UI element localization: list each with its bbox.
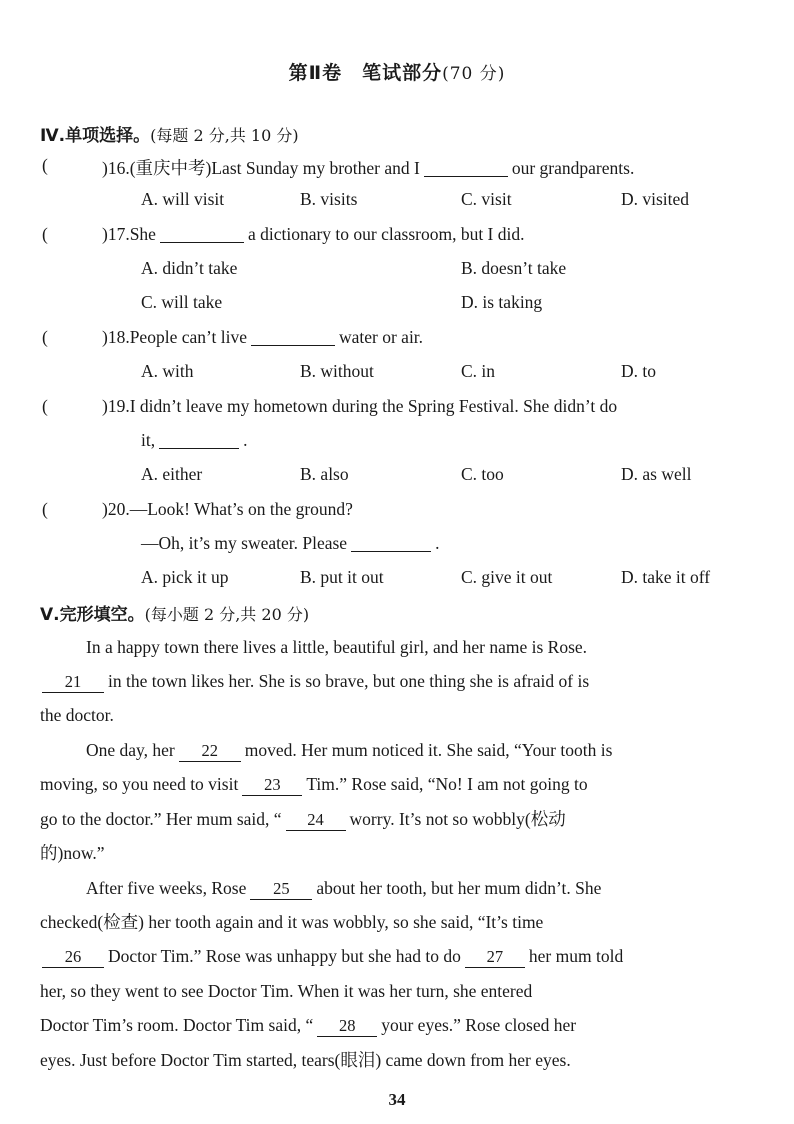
option-c: C. visit xyxy=(461,189,512,209)
stem-text: I didn’t leave my hometown during the Spring Festival. She didn’t do xyxy=(129,396,618,416)
passage-text: her mum told xyxy=(528,946,624,966)
passage-line xyxy=(40,1014,576,1037)
stem-text: People can’t live xyxy=(129,327,247,347)
cloze-blank-26[interactable]: 26 xyxy=(42,947,104,968)
question-number: )16. xyxy=(102,158,130,178)
passage-line: 的)now.” xyxy=(40,843,105,863)
cloze-blank-23[interactable]: 23 xyxy=(242,775,302,796)
page-title xyxy=(0,58,794,85)
question-19-stem-line2 xyxy=(141,430,247,451)
answer-paren: ( xyxy=(42,396,48,416)
option-b: B. also xyxy=(300,464,349,484)
page-number: 34 xyxy=(388,1090,406,1109)
option-b: B. put it out xyxy=(300,567,384,587)
option-b: B. doesn’t take xyxy=(461,258,567,278)
cloze-blank-24[interactable]: 24 xyxy=(286,810,346,831)
option-a: A. pick it up xyxy=(141,567,229,587)
title-points: (70 分) xyxy=(442,64,506,84)
passage-text: Doctor Tim’s room. Doctor Tim said, “ xyxy=(40,1015,314,1035)
answer-blank[interactable] xyxy=(424,158,508,177)
passage-text: moving, so you need to visit xyxy=(40,774,239,794)
answer-blank[interactable] xyxy=(351,533,431,552)
passage-text: After five weeks, Rose xyxy=(86,878,247,898)
option-a: A. didn’t take xyxy=(141,258,238,278)
answer-paren: ( xyxy=(42,224,48,244)
passage-line xyxy=(40,808,566,831)
passage-line xyxy=(86,877,601,900)
stem-text: . xyxy=(243,430,248,450)
question-number: )19. xyxy=(102,396,130,416)
option-c: C. give it out xyxy=(461,567,553,587)
passage-text: about her tooth, but her mum didn’t. She xyxy=(316,878,602,898)
passage-text: moved. Her mum noticed it. She said, “Your tooth is xyxy=(244,740,613,760)
answer-paren: ( xyxy=(42,155,48,175)
option-d: D. take it off xyxy=(621,567,711,587)
section-4-label: Ⅳ.单项选择。 xyxy=(40,126,151,146)
passage-line xyxy=(40,670,589,693)
section-5-note: (每小题 2 分,共 20 分) xyxy=(144,605,310,624)
section-4-note: (每题 2 分,共 10 分) xyxy=(150,126,299,145)
passage-line: her, so they went to see Doctor Tim. When it was her turn, she entered xyxy=(40,981,533,1001)
option-a: A. with xyxy=(141,361,194,381)
option-c: C. too xyxy=(461,464,504,484)
option-c: C. in xyxy=(461,361,496,381)
passage-line: eyes. Just before Doctor Tim started, tears(眼泪) came down from her eyes. xyxy=(40,1050,571,1070)
section-5-heading xyxy=(40,600,309,625)
passage-text: in the town likes her. She is so brave, but one thing she is afraid of is xyxy=(108,671,590,691)
answer-blank[interactable] xyxy=(159,430,239,449)
passage-line: In a happy town there lives a little, beautiful girl, and her name is Rose. xyxy=(86,637,588,657)
option-a: A. will visit xyxy=(141,189,225,209)
question-20-stem xyxy=(102,499,353,520)
question-number: )18. xyxy=(102,327,130,347)
passage-line: the doctor. xyxy=(40,705,114,725)
passage-line: checked(检查) her tooth again and it was wobbly, so she said, “It’s time xyxy=(40,912,544,932)
stem-text: it, xyxy=(141,430,156,450)
question-16-stem xyxy=(102,155,634,180)
question-number: )17. xyxy=(102,224,130,244)
answer-blank[interactable] xyxy=(160,224,244,243)
question-18-stem xyxy=(102,327,423,348)
cloze-blank-22[interactable]: 22 xyxy=(179,741,241,762)
option-b: B. visits xyxy=(300,189,358,209)
title-main: 第Ⅱ卷 笔试部分 xyxy=(288,62,443,84)
stem-text: —Look! What’s on the ground? xyxy=(129,499,353,519)
option-d: D. is taking xyxy=(461,292,543,312)
question-20-stem-line2 xyxy=(141,533,439,554)
passage-text: Doctor Tim.” Rose was unhappy but she had to do xyxy=(108,946,461,966)
passage-text: your eyes.” Rose closed her xyxy=(381,1015,577,1035)
cloze-blank-25[interactable]: 25 xyxy=(250,879,312,900)
stem-text: She xyxy=(129,224,156,244)
cloze-blank-28[interactable]: 28 xyxy=(317,1016,377,1037)
stem-text: —Oh, it’s my sweater. Please xyxy=(141,533,348,553)
answer-blank[interactable] xyxy=(251,327,335,346)
option-d: D. as well xyxy=(621,464,692,484)
option-b: B. without xyxy=(300,361,374,381)
answer-paren: ( xyxy=(42,327,48,347)
passage-text: One day, her xyxy=(86,740,175,760)
question-19-stem xyxy=(102,396,617,417)
stem-text: our grandparents. xyxy=(511,158,635,178)
stem-text: a dictionary to our classroom, but I did. xyxy=(247,224,525,244)
option-c: C. will take xyxy=(141,292,223,312)
passage-text: Tim.” Rose said, “No! I am not going to xyxy=(306,774,588,794)
section-5-label: Ⅴ.完形填空。 xyxy=(40,605,145,625)
passage-line xyxy=(86,739,612,762)
question-number: )20. xyxy=(102,499,130,519)
passage-text: go to the doctor.” Her mum said, “ xyxy=(40,809,282,829)
stem-text: (重庆中考)Last Sunday my brother and I xyxy=(129,158,420,178)
passage-text: worry. It’s not so wobbly(松动 xyxy=(349,809,566,829)
option-d: D. to xyxy=(621,361,656,381)
passage-line xyxy=(40,945,623,968)
cloze-blank-27[interactable]: 27 xyxy=(465,947,525,968)
cloze-blank-21[interactable]: 21 xyxy=(42,672,104,693)
option-a: A. either xyxy=(141,464,203,484)
question-17-stem xyxy=(102,224,525,245)
stem-text: water or air. xyxy=(338,327,424,347)
stem-text: . xyxy=(435,533,440,553)
option-d: D. visited xyxy=(621,189,690,209)
passage-line xyxy=(40,773,588,796)
answer-paren: ( xyxy=(42,499,48,519)
section-4-heading xyxy=(40,121,299,146)
